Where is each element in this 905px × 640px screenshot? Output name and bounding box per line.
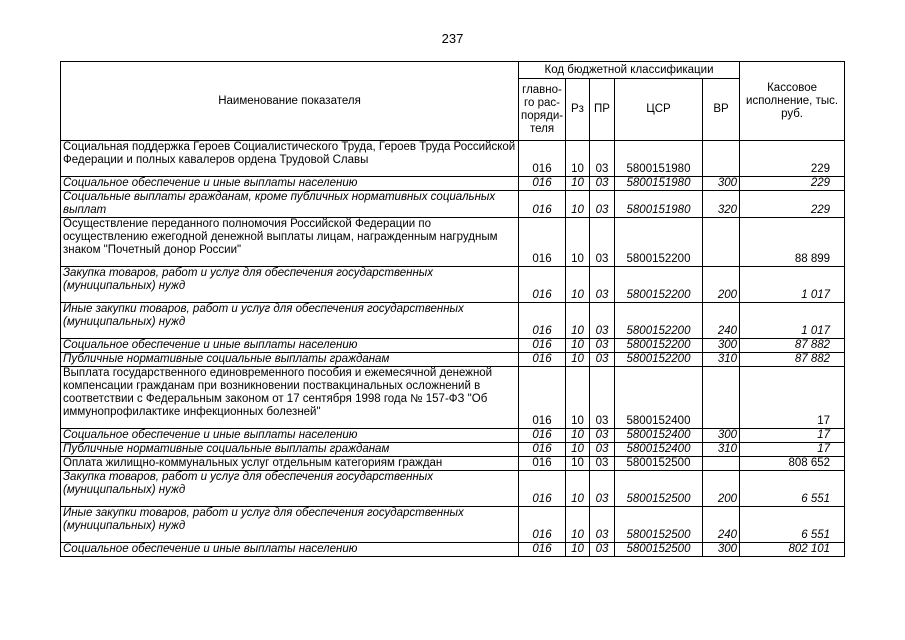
row-csr: 5800152500	[615, 471, 703, 507]
row-amount: 17	[740, 367, 845, 429]
row-amount: 6 551	[740, 507, 845, 543]
table-row	[61, 339, 845, 353]
row-pr: 03	[590, 443, 615, 457]
row-glavn: 016	[519, 507, 566, 543]
row-glavn: 016	[519, 218, 566, 267]
row-glavn: 016	[519, 267, 566, 303]
row-csr: 5800151980	[615, 141, 703, 177]
table-body	[61, 141, 845, 557]
row-vr: 240	[703, 303, 740, 339]
table-row	[61, 507, 845, 543]
row-name: Социальное обеспечение и иные выплаты населению	[61, 177, 519, 191]
row-name: Публичные нормативные социальные выплаты гражданам	[61, 353, 519, 367]
table-row	[61, 353, 845, 367]
row-glavn: 016	[519, 339, 566, 353]
table-row	[61, 471, 845, 507]
row-rz: 10	[566, 303, 590, 339]
page-number: 237	[441, 31, 464, 46]
row-glavn: 016	[519, 429, 566, 443]
table-row	[61, 177, 845, 191]
row-pr: 03	[590, 367, 615, 429]
row-vr	[703, 367, 740, 429]
row-vr: 300	[703, 339, 740, 353]
row-glavn: 016	[519, 141, 566, 177]
row-vr: 300	[703, 543, 740, 557]
budget-table	[60, 61, 845, 557]
row-glavn: 016	[519, 367, 566, 429]
row-glavn: 016	[519, 353, 566, 367]
header-code-group: Код бюджетной классификации	[519, 62, 740, 79]
row-amount: 17	[740, 443, 845, 457]
row-pr: 03	[590, 507, 615, 543]
header-name: Наименование показателя	[61, 62, 519, 141]
row-pr: 03	[590, 218, 615, 267]
row-csr: 5800152500	[615, 543, 703, 557]
table-row	[61, 457, 845, 471]
header-vr: ВР	[703, 79, 740, 141]
row-vr: 200	[703, 267, 740, 303]
row-rz: 10	[566, 353, 590, 367]
row-glavn: 016	[519, 303, 566, 339]
row-csr: 5800152400	[615, 367, 703, 429]
row-pr: 03	[590, 429, 615, 443]
row-vr: 320	[703, 191, 740, 218]
table-row	[61, 443, 845, 457]
header-amount: Кассовое исполнение, тыс. руб.	[740, 62, 845, 141]
row-name: Социальная поддержка Героев Социалистического Труда, Героев Труда Российской Федерации и полных кавалеров ордена Трудовой Славы	[61, 141, 519, 177]
row-vr: 200	[703, 471, 740, 507]
table-row	[61, 218, 845, 267]
header-rz: Рз	[566, 79, 590, 141]
row-name: Публичные нормативные социальные выплаты гражданам	[61, 443, 519, 457]
row-amount: 229	[740, 191, 845, 218]
row-amount: 88 899	[740, 218, 845, 267]
row-name: Выплата государственного единовременного пособия и ежемесячной денежной компенсации гражданам при возникновении поствакцинальных осложнений в соответствии с Федеральным законом от 17 сентября 1998 года № 157-ФЗ "Об иммунопрофилактике инфекционных болезней"	[61, 367, 519, 429]
row-rz: 10	[566, 267, 590, 303]
row-amount: 1 017	[740, 303, 845, 339]
row-name: Социальное обеспечение и иные выплаты населению	[61, 429, 519, 443]
row-rz: 10	[566, 218, 590, 267]
row-rz: 10	[566, 177, 590, 191]
table-row	[61, 303, 845, 339]
row-rz: 10	[566, 457, 590, 471]
row-csr: 5800152200	[615, 267, 703, 303]
row-pr: 03	[590, 177, 615, 191]
row-name: Иные закупки товаров, работ и услуг для обеспечения государственных (муниципальных) нужд	[61, 303, 519, 339]
row-amount: 1 017	[740, 267, 845, 303]
row-csr: 5800152400	[615, 443, 703, 457]
row-vr: 300	[703, 429, 740, 443]
row-rz: 10	[566, 543, 590, 557]
row-glavn: 016	[519, 191, 566, 218]
row-amount: 87 882	[740, 339, 845, 353]
row-vr: 240	[703, 507, 740, 543]
row-rz: 10	[566, 367, 590, 429]
row-amount: 17	[740, 429, 845, 443]
row-csr: 5800152200	[615, 218, 703, 267]
row-vr: 310	[703, 443, 740, 457]
row-csr: 5800152500	[615, 457, 703, 471]
row-vr	[703, 457, 740, 471]
row-name: Иные закупки товаров, работ и услуг для обеспечения государственных (муниципальных) нужд	[61, 507, 519, 543]
row-pr: 03	[590, 141, 615, 177]
table-row	[61, 141, 845, 177]
row-name: Осуществление переданного полномочия Российской Федерации по осуществлению ежегодной денежной выплаты лицам, награжденным нагрудным знаком "Почетный донор России"	[61, 218, 519, 267]
table-row	[61, 543, 845, 557]
row-pr: 03	[590, 353, 615, 367]
row-name: Социальное обеспечение и иные выплаты населению	[61, 543, 519, 557]
row-glavn: 016	[519, 457, 566, 471]
row-glavn: 016	[519, 543, 566, 557]
row-rz: 10	[566, 471, 590, 507]
row-pr: 03	[590, 191, 615, 218]
row-rz: 10	[566, 443, 590, 457]
row-amount: 229	[740, 177, 845, 191]
row-glavn: 016	[519, 443, 566, 457]
row-vr	[703, 218, 740, 267]
row-pr: 03	[590, 267, 615, 303]
header-csr: ЦСР	[615, 79, 703, 141]
row-pr: 03	[590, 543, 615, 557]
row-name: Социальные выплаты гражданам, кроме публичных нормативных социальных выплат	[61, 191, 519, 218]
row-amount: 802 101	[740, 543, 845, 557]
row-csr: 5800152200	[615, 339, 703, 353]
row-amount: 808 652	[740, 457, 845, 471]
row-name: Закупка товаров, работ и услуг для обеспечения государственных (муниципальных) нужд	[61, 267, 519, 303]
header-glavn: главно-го рас-поряди-теля	[519, 79, 566, 141]
row-amount: 87 882	[740, 353, 845, 367]
row-vr	[703, 141, 740, 177]
row-rz: 10	[566, 507, 590, 543]
row-csr: 5800152400	[615, 429, 703, 443]
row-name: Закупка товаров, работ и услуг для обеспечения государственных (муниципальных) нужд	[61, 471, 519, 507]
table-row	[61, 429, 845, 443]
row-rz: 10	[566, 191, 590, 218]
row-name: Социальное обеспечение и иные выплаты населению	[61, 339, 519, 353]
row-name: Оплата жилищно-коммунальных услуг отдельным категориям граждан	[61, 457, 519, 471]
row-glavn: 016	[519, 177, 566, 191]
row-pr: 03	[590, 471, 615, 507]
row-pr: 03	[590, 303, 615, 339]
row-rz: 10	[566, 429, 590, 443]
row-amount: 6 551	[740, 471, 845, 507]
table-row	[61, 267, 845, 303]
row-vr: 300	[703, 177, 740, 191]
row-pr: 03	[590, 457, 615, 471]
row-vr: 310	[703, 353, 740, 367]
row-rz: 10	[566, 339, 590, 353]
row-csr: 5800152200	[615, 303, 703, 339]
row-glavn: 016	[519, 471, 566, 507]
row-csr: 5800151980	[615, 191, 703, 218]
header-pr: ПР	[590, 79, 615, 141]
row-pr: 03	[590, 339, 615, 353]
table-row	[61, 191, 845, 218]
row-amount: 229	[740, 141, 845, 177]
row-rz: 10	[566, 141, 590, 177]
row-csr: 5800152200	[615, 353, 703, 367]
row-csr: 5800152500	[615, 507, 703, 543]
table-row	[61, 367, 845, 429]
row-csr: 5800151980	[615, 177, 703, 191]
